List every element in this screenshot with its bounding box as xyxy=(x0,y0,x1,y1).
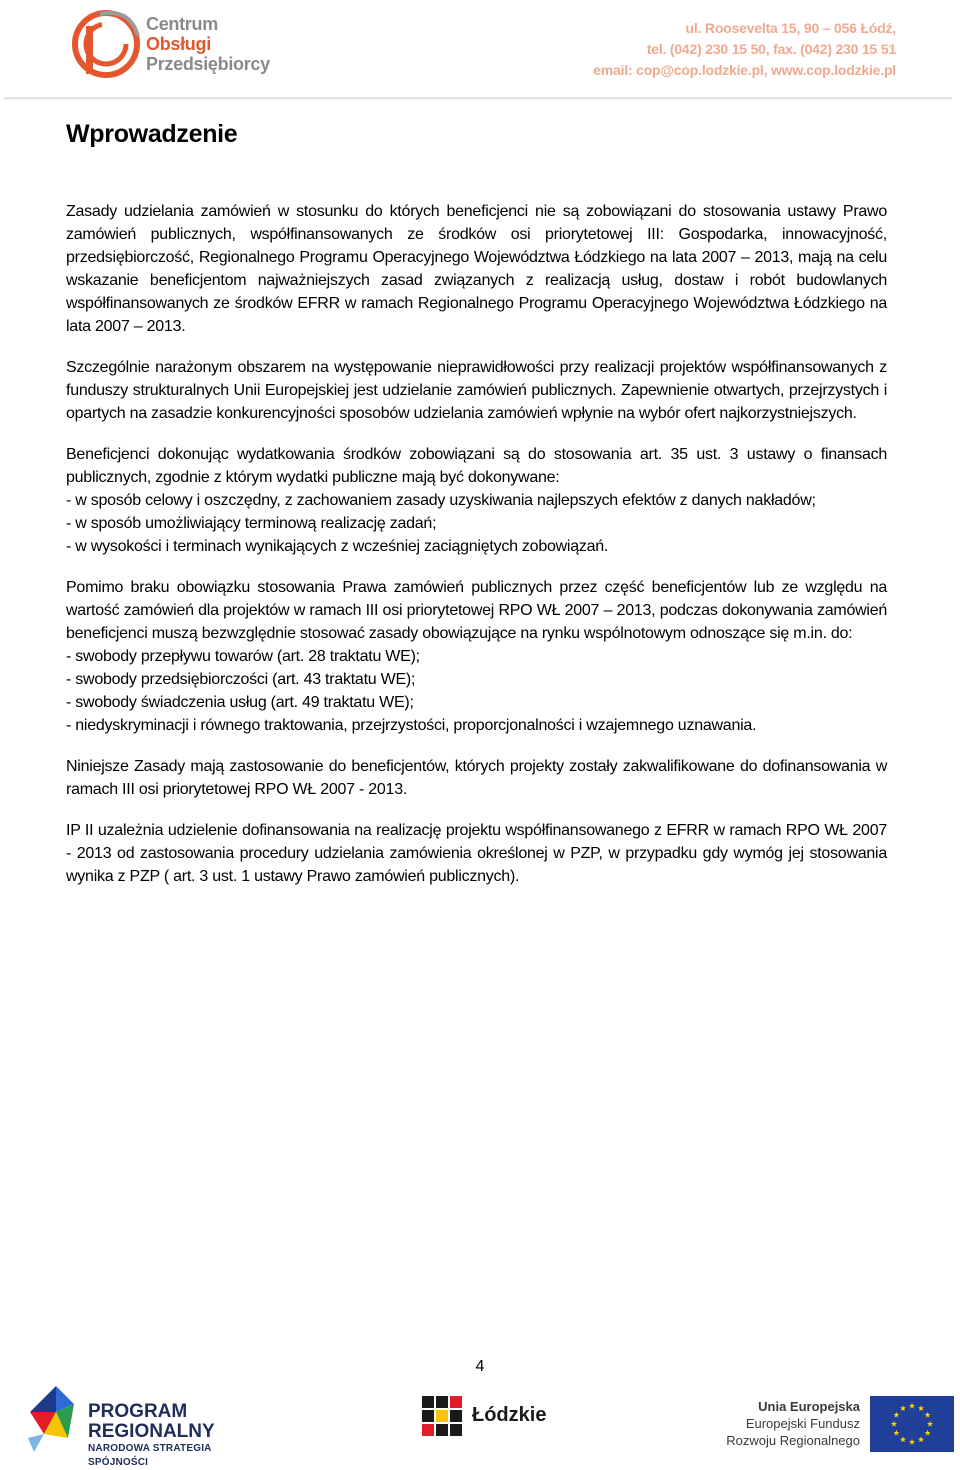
paragraph-3 xyxy=(66,443,887,558)
list-item: - swobody przepływu towarów (art. 28 traktatu WE); xyxy=(66,648,420,665)
contact-email: email: cop@cop.lodzkie.pl, www.cop.lodzkie.pl xyxy=(593,62,896,78)
page-title: Wprowadzenie xyxy=(66,120,238,148)
eu-line-3: Rozwoju Regionalnego xyxy=(726,1433,860,1448)
lodzkie-logo xyxy=(416,1390,566,1448)
list-item: - w sposób umożliwiający terminową realizację zadań; xyxy=(66,515,437,532)
eu-line-2: Europejski Fundusz xyxy=(745,1416,860,1431)
list-item: - niedyskryminacji i równego traktowania, przejrzystości, proporcjonalności i wzajemnego uznawania. xyxy=(66,717,757,734)
paragraph-1: Zasady udzielania zamówień w stosunku do których beneficjenci nie są zobowiązani do stosowania ustawy Prawo zamówień publicznych, współfinansowanych ze środków osi priorytetowej III: Gospodarka, innowacyjność, przedsiębiorczość, Regionalnego Programu Operacyjnego Województwa Łódzkiego na lata 2007 – 2013, mają na celu wskazanie beneficjentom najważniejszych zasad związanych z realizacją usług, dostaw i robót budowlanych współfinansowanych ze środków EFRR w ramach Regionalnego Programu Operacyjnego Województwa Łódzkiego na lata 2007 – 2013. xyxy=(66,203,887,335)
paragraph-5: Niniejsze Zasady mają zastosowanie do beneficjentów, których projekty zostały zakwalifikowane do dofinansowania w ramach III osi priorytetowej RPO WŁ 2007 - 2013. xyxy=(66,758,887,798)
logo-line-1: Centrum xyxy=(146,14,218,34)
eu-line-1: Unia Europejska xyxy=(758,1399,860,1414)
logo-line-3: Przedsiębiorcy xyxy=(146,54,270,74)
paragraph-4 xyxy=(66,576,887,737)
list-item: - w sposób celowy i oszczędny, z zachowaniem zasady uzyskiwania najlepszych efektów z danych nakładów; xyxy=(66,492,816,509)
list-item: - swobody przedsiębiorczości (art. 43 traktatu WE); xyxy=(66,671,416,688)
header-divider xyxy=(4,97,952,100)
paragraph-2: Szczególnie narażonym obszarem na występowanie nieprawidłowości przy realizacji projektów współfinansowanych z funduszy strukturalnych Unii Europejskiej jest udzielanie zamówień publicznych. Zapewnienie otwartych, przejrzystych i opartych na zasadzie konkurencyjności sposobów udzielania zamówień wpłynie na wybór ofert najkorzystniejszych. xyxy=(66,359,887,422)
letterhead xyxy=(0,0,960,100)
list-item: - swobody świadczenia usług (art. 49 traktatu WE); xyxy=(66,694,414,711)
contact-block xyxy=(593,18,896,81)
cop-logo-text xyxy=(146,14,270,74)
eu-logo xyxy=(720,1396,956,1456)
page-number: 4 xyxy=(475,1358,485,1375)
contact-address: ul. Roosevelta 15, 90 – 056 Łódź, xyxy=(685,20,896,36)
list-item: - w wysokości i terminach wynikających z wcześniej zaciągniętych zobowiązań. xyxy=(66,538,609,555)
program-regionalny-logo xyxy=(24,1382,274,1468)
program-line-3: NARODOWA STRATEGIA SPÓJNOŚCI xyxy=(88,1443,212,1468)
eu-text xyxy=(720,1398,860,1449)
program-line-2: REGIONALNY xyxy=(88,1421,215,1442)
paragraph-6: IP II uzależnia udzielenie dofinansowania na realizację projektu współfinansowanego z EFRR w ramach RPO WŁ 2007 - 2013 od zastosowania procedury udzielania zamówienia określonej w PZP, w przypadku gdy wymóg jej stosowania wynika z PZP ( art. 3 ust. 1 ustawy Prawo zamówień publicznych). xyxy=(66,822,887,885)
logo-line-2: Obsługi xyxy=(146,34,211,54)
lodzkie-text: Łódzkie xyxy=(472,1404,547,1426)
paragraph-4-intro: Pomimo braku obowiązku stosowania Prawa zamówień publicznych przez część beneficjentów lub ze względu na wartość zamówień dla projektów w ramach III osi priorytetowej RPO WŁ 2007 – 2013, podczas dokonywania zamówień beneficjenci muszą bezwzględnie stosować zasady obowiązujące na rynku wspólnotowym odnoszące się m.in. do: xyxy=(66,579,887,642)
paragraph-3-intro: Beneficjenci dokonując wydatkowania środków zobowiązani są do stosowania art. 35 ust. 3 ustawy o finansach publicznych, zgodnie z którym wydatki publiczne mają być dokonywane: xyxy=(66,446,887,486)
eu-flag-icon xyxy=(870,1396,954,1452)
program-regionalny-icon xyxy=(24,1382,84,1456)
document-body xyxy=(66,200,887,906)
lodzkie-icon xyxy=(416,1390,468,1446)
program-regionalny-text xyxy=(88,1402,274,1470)
contact-phone: tel. (042) 230 15 50, fax. (042) 230 15 51 xyxy=(646,41,896,57)
program-line-1: PROGRAM xyxy=(88,1401,188,1422)
